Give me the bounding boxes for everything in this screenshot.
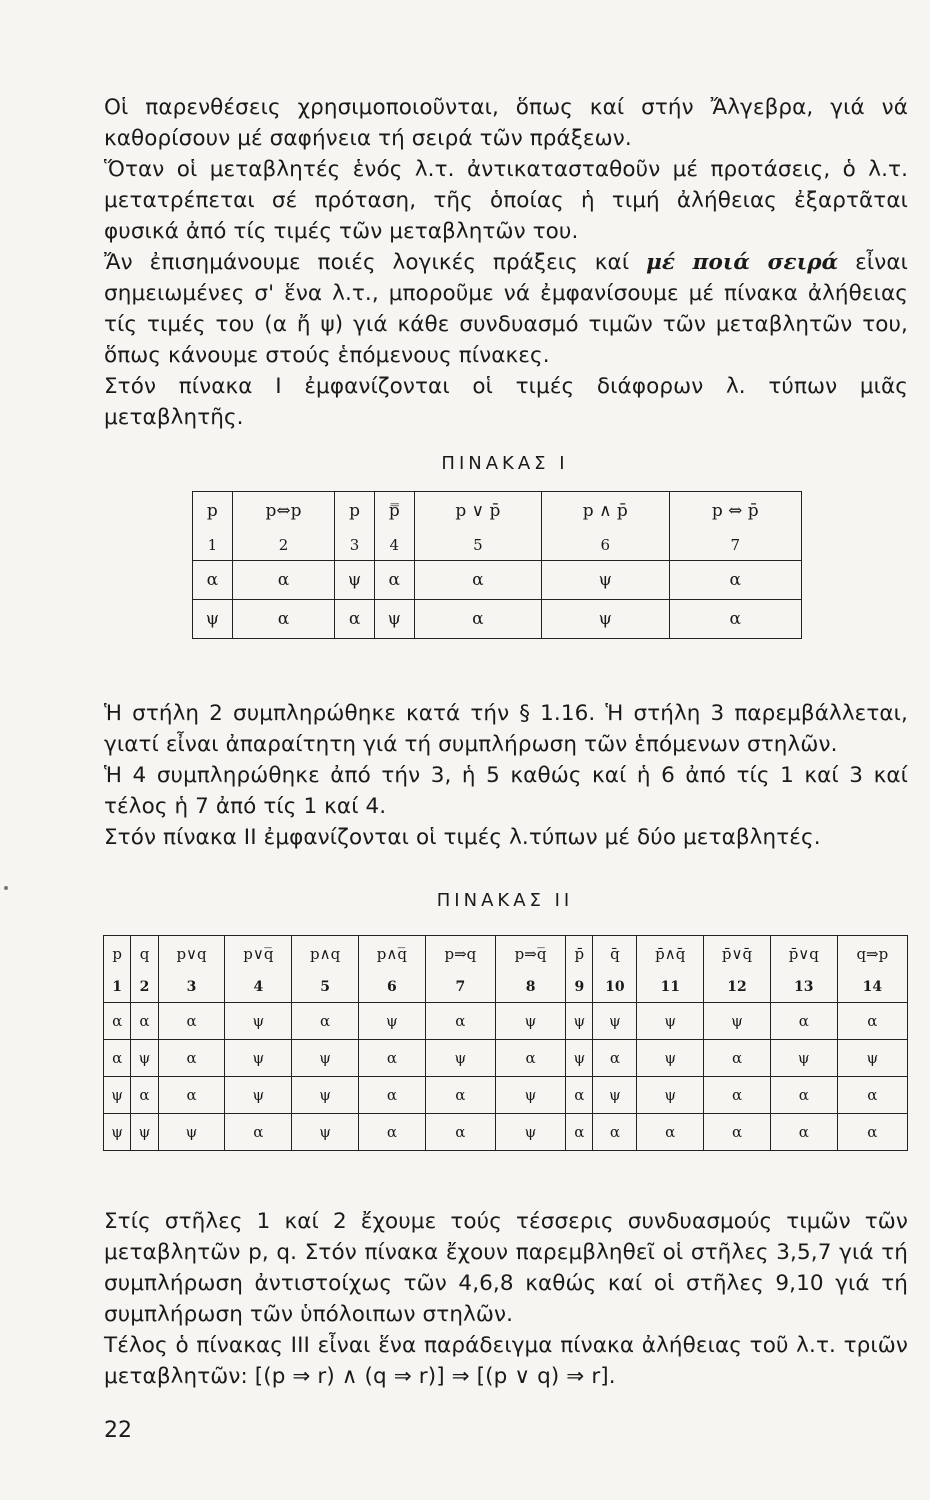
value-cell: ψ [131, 1114, 158, 1151]
value-cell: ψ [637, 1077, 704, 1114]
header-cell: p [335, 492, 375, 531]
value-cell: α [770, 1003, 837, 1040]
value-cell: α [593, 1040, 637, 1077]
value-cell: ψ [193, 600, 233, 639]
nums-row [104, 972, 908, 1003]
value-cell: α [359, 1077, 426, 1114]
value-cell: ψ [104, 1077, 131, 1114]
value-cell: ψ [637, 1003, 704, 1040]
value-cell: ψ [495, 1114, 565, 1151]
value-cell: α [374, 561, 414, 600]
column-number-cell: 7 [425, 972, 495, 1003]
value-cell: α [104, 1040, 131, 1077]
value-cell: ψ [837, 1040, 907, 1077]
header-cell: q̄ [593, 936, 637, 973]
value-cell: α [566, 1114, 593, 1151]
column-number-cell: 5 [292, 972, 359, 1003]
value-cell: α [669, 600, 802, 639]
value-cell: ψ [495, 1077, 565, 1114]
header-cell: p⇒q̅ [495, 936, 565, 973]
closing-text [104, 1206, 908, 1392]
truth-table-1 [192, 491, 802, 639]
value-cell: ψ [542, 600, 669, 639]
value-cell: α [770, 1114, 837, 1151]
value-cell: α [292, 1003, 359, 1040]
value-cell: α [359, 1040, 426, 1077]
value-cell: ψ [566, 1040, 593, 1077]
header-cell: p ⇔ p̄ [669, 492, 802, 531]
column-number-cell: 3 [158, 972, 225, 1003]
value-cell: ψ [292, 1077, 359, 1114]
paragraph: Ὅταν οἱ μεταβλητές ἑνός λ.τ. ἀντικατασταθοῦν μέ προτάσεις, ὁ λ.τ. μετατρέπεται σέ πρόταση, τῆς ὁποίας ἡ τιμή ἀλήθειας ἐξαρτᾶται φυσικά ἀπό τίς τιμές τῶν μεταβλητῶν του. [104, 157, 908, 244]
value-cell: ψ [335, 561, 375, 600]
column-number-cell: 6 [542, 530, 669, 561]
value-cell: ψ [542, 561, 669, 600]
value-cell: α [704, 1040, 771, 1077]
header-cell: p̄∨q [770, 936, 837, 973]
column-number-cell: 10 [593, 972, 637, 1003]
value-cell: α [232, 600, 335, 639]
value-cell: α [225, 1114, 292, 1151]
value-cell: ψ [225, 1003, 292, 1040]
paragraph [104, 247, 908, 371]
value-cell: α [193, 561, 233, 600]
intro-text [104, 92, 908, 433]
value-cell: ψ [374, 600, 414, 639]
value-cell: ψ [158, 1114, 225, 1151]
value-cell: ψ [225, 1040, 292, 1077]
header-cell: p ∨ p̄ [414, 492, 541, 531]
truth-table-2 [103, 935, 908, 1151]
paragraph: Ἡ στήλη 2 συμπληρώθηκε κατά τήν § 1.16. Ἡ στήλη 3 παρεμβάλλεται, γιατί εἶναι ἀπαραίτητη γιά τή συμπλήρωση τῶν ἑπόμενων στηλῶν. [104, 701, 908, 757]
value-cell: α [414, 600, 541, 639]
value-cell: α [131, 1077, 158, 1114]
table-row [193, 561, 802, 600]
value-cell: ψ [770, 1040, 837, 1077]
value-cell: ψ [495, 1003, 565, 1040]
head-row [104, 936, 908, 973]
value-cell: α [425, 1077, 495, 1114]
value-cell: ψ [593, 1077, 637, 1114]
column-number-cell: 4 [225, 972, 292, 1003]
column-number-cell: 7 [669, 530, 802, 561]
value-cell: α [359, 1114, 426, 1151]
value-cell: ψ [359, 1003, 426, 1040]
value-cell: α [837, 1077, 907, 1114]
value-cell: α [593, 1114, 637, 1151]
value-cell: ψ [225, 1077, 292, 1114]
value-cell: ψ [104, 1114, 131, 1151]
header-cell: p∧q̅ [359, 936, 426, 973]
column-number-cell: 2 [131, 972, 158, 1003]
value-cell: ψ [292, 1114, 359, 1151]
header-cell: p∧q [292, 936, 359, 973]
paragraph: Τέλος ὁ πίνακας III εἶναι ἕνα παράδειγμα πίνακα ἀλήθειας τοῦ λ.τ. τριῶν μεταβλητῶν: [(p ⇒ r) ∧ (q ⇒ r)] ⇒ [(p ∨ q) ⇒ r]. [104, 1333, 908, 1389]
value-cell: α [232, 561, 335, 600]
ink-speck [4, 886, 8, 890]
header-cell: p̄∧q̄ [637, 936, 704, 973]
value-cell: ψ [566, 1003, 593, 1040]
value-cell: α [495, 1040, 565, 1077]
value-cell: ψ [593, 1003, 637, 1040]
column-number-cell: 11 [637, 972, 704, 1003]
table-row [104, 1114, 908, 1151]
value-cell: α [837, 1114, 907, 1151]
column-number-cell: 8 [495, 972, 565, 1003]
header-cell: p̄ [566, 936, 593, 973]
table-row [104, 1040, 908, 1077]
header-cell: p ∧ p̄ [542, 492, 669, 531]
value-cell: α [637, 1114, 704, 1151]
paragraph: Ἡ 4 συμπληρώθηκε ἀπό τήν 3, ἡ 5 καθώς καί ἡ 6 ἀπό τίς 1 καί 3 καί τέλος ἡ 7 ἀπό τίς 1 καί 4. [104, 763, 908, 819]
value-cell: ψ [292, 1040, 359, 1077]
column-number-cell: 13 [770, 972, 837, 1003]
value-cell: α [566, 1077, 593, 1114]
header-cell: q⇒p [837, 936, 907, 973]
column-number-cell: 9 [566, 972, 593, 1003]
column-number-cell: 2 [232, 530, 335, 561]
paragraph: Στόν πίνακα I ἐμφανίζονται οἱ τιμές διάφορων λ. τύπων μιᾶς μεταβλητῆς. [104, 374, 908, 430]
header-cell: p∨q̅ [225, 936, 292, 973]
nums-row [193, 530, 802, 561]
paragraph-part: Ἄν ἐπισημάνουμε ποιές λογικές πράξεις καί [104, 250, 647, 275]
value-cell: ψ [131, 1040, 158, 1077]
header-cell: q [131, 936, 158, 973]
paragraph: Στόν πίνακα II ἐμφανίζονται οἱ τιμές λ.τύπων μέ δύο μεταβλητές. [104, 825, 821, 850]
value-cell: α [425, 1114, 495, 1151]
header-cell: p̄∨q̄ [704, 936, 771, 973]
table-row [104, 1077, 908, 1114]
paragraph: Οἱ παρενθέσεις χρησιμοποιοῦνται, ὅπως καί στήν Ἄλγεβρα, γιά νά καθορίσουν μέ σαφήνεια τή σειρά τῶν πράξεων. [104, 95, 908, 151]
header-cell: p∨q [158, 936, 225, 973]
value-cell: α [104, 1003, 131, 1040]
value-cell: α [837, 1003, 907, 1040]
value-cell: α [414, 561, 541, 600]
table-row [193, 600, 802, 639]
value-cell: α [131, 1003, 158, 1040]
value-cell: α [425, 1003, 495, 1040]
header-cell: p [193, 492, 233, 531]
column-number-cell: 1 [104, 972, 131, 1003]
value-cell: α [158, 1040, 225, 1077]
header-cell: p [104, 936, 131, 973]
head-row [193, 492, 802, 531]
header-cell: p̿ [374, 492, 414, 531]
column-number-cell: 5 [414, 530, 541, 561]
paragraph-part: εἶναι σημειωμένες σ' ἕνα λ.τ., μποροῦμε νά ἐμφανίσουμε μέ πίνακα ἀλήθειας τίς τιμές του (α ἤ ψ) γιά κάθε συνδυασμό τιμῶν τῶν μεταβλητῶν του, ὅπως κάνουμε στούς ἑπόμενους πίνακες. [104, 250, 908, 368]
column-number-cell: 14 [837, 972, 907, 1003]
header-cell: p⇒q [425, 936, 495, 973]
middle-text [104, 698, 908, 853]
column-number-cell: 1 [193, 530, 233, 561]
value-cell: α [770, 1077, 837, 1114]
value-cell: α [669, 561, 802, 600]
page-number: 22 [104, 1418, 132, 1443]
value-cell: ψ [637, 1040, 704, 1077]
table-2-title: ΠΙΝΑΚΑΣ II [436, 890, 574, 911]
header-cell: p⇔p [232, 492, 335, 531]
column-number-cell: 12 [704, 972, 771, 1003]
column-number-cell: 6 [359, 972, 426, 1003]
value-cell: ψ [704, 1003, 771, 1040]
table-1-title: ΠΙΝΑΚΑΣ I [441, 453, 569, 474]
table-row [104, 1003, 908, 1040]
value-cell: α [335, 600, 375, 639]
value-cell: α [158, 1003, 225, 1040]
value-cell: α [158, 1077, 225, 1114]
column-number-cell: 4 [374, 530, 414, 561]
value-cell: α [704, 1077, 771, 1114]
value-cell: α [704, 1114, 771, 1151]
value-cell: ψ [425, 1040, 495, 1077]
paragraph: Στίς στῆλες 1 καί 2 ἔχουμε τούς τέσσερις συνδυασμούς τιμῶν τῶν μεταβλητῶν p, q. Στόν πίνακα ἔχουν παρεμβληθεῖ οἱ στῆλες 3,5,7 γιά τή συμπλήρωση ἀντιστοίχως τῶν 4,6,8 καθώς καί οἱ στῆλες 9,10 γιά τή συμπλήρωση τῶν ὑπόλοιπων στηλῶν. [104, 1209, 908, 1327]
column-number-cell: 3 [335, 530, 375, 561]
emphasized-phrase: μέ ποιά σειρά [646, 250, 839, 275]
